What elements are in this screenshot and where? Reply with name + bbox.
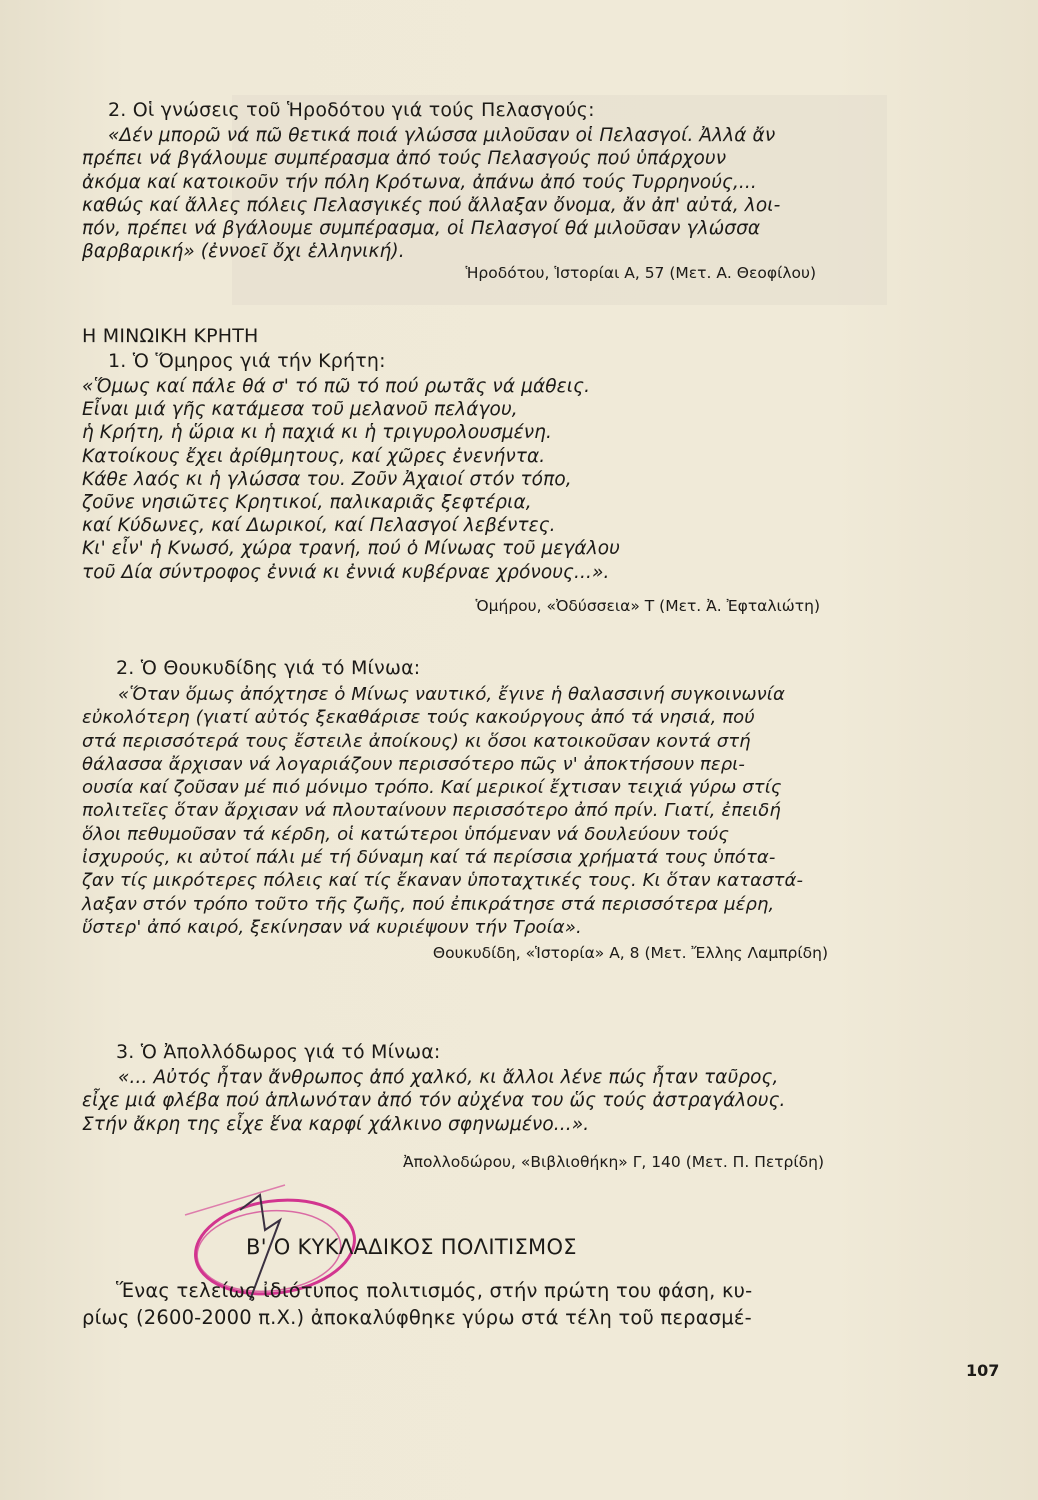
quote-line: «... Αὐτός ἦταν ἄνθρωπος ἀπό χαλκό, κι ἄλλοι λένε πώς ἦταν ταῦρος,: [118, 1067, 779, 1088]
apollodorus-attribution: Ἀπολλοδώρου, «Βιβλιοθήκη» Γ, 140 (Μετ. Π. Πετρίδη): [403, 1153, 824, 1171]
herodotus-heading: 2. Οἱ γνώσεις τοῦ Ἡροδότου γιά τούς Πελασγούς:: [108, 99, 595, 121]
quote-line: ὅλοι πεθυμοῦσαν τά κέρδη, οἱ κατώτεροι ὑπόμεναν νά δουλεύουν τούς: [82, 823, 730, 845]
quote-line: ζοῦνε νησιῶτες Κρητικοί, παλικαριᾶς ξεφτέρια,: [82, 492, 532, 514]
quote-line: «Ὅταν ὅμως ἀπόχτησε ὁ Μίνως ναυτικό, ἔγινε ἡ θαλασσινή συγκοινωνία: [118, 684, 785, 705]
quote-line: ἰσχυρούς, κι αὐτοί πάλι μέ τή δύναμη καί τά περίσσια χρήματά τους ὑπότα-: [82, 847, 776, 869]
apollodorus-quote: [82, 1066, 842, 1136]
quote-line: Εἶναι μιά γῆς κατάμεσα τοῦ μελανοῦ πελάγου,: [82, 399, 518, 421]
thucydides-heading: 2. Ὁ Θουκυδίδης γιά τό Μίνωα:: [116, 657, 421, 679]
homer-heading: 1. Ὁ Ὅμηρος γιά τήν Κρήτη:: [108, 350, 386, 372]
quote-line: βαρβαρική» (ἐννοεῖ ὄχι ἑλληνική).: [82, 241, 405, 263]
quote-line: καί Κύδωνες, καί Δωρικοί, καί Πελασγοί λεβέντες.: [82, 515, 556, 537]
quote-line: τοῦ Δία σύντροφος ἐννιά κι ἐννιά κυβέρναε χρόνους...».: [82, 561, 610, 583]
quote-line: εἶχε μιά φλέβα πού ἁπλωνόταν ἀπό τόν αὐχένα του ὥς τούς ἀστραγάλους.: [82, 1090, 786, 1112]
quote-line: ἡ Κρήτη, ἡ ὥρια κι ἡ παχιά κι ἡ τριγυρολουσμένη.: [82, 422, 552, 444]
cycladic-body: [82, 1277, 753, 1331]
quote-line: ὕστερ' ἀπό καιρό, ξεκίνησαν νά κυριέψουν τήν Τροία».: [82, 916, 582, 938]
quote-line: στά περισσότερά τους ἔστειλε ἀποίκους) κι ὅσοι κατοικοῦσαν κοντά στή: [82, 730, 751, 752]
quote-line: Κάθε λαός κι ἡ γλώσσα του. Ζοῦν Ἀχαιοί στόν τόπο,: [82, 468, 572, 490]
body-line: Ἕνας τελείως ἰδιότυπος πολιτισμός, στήν πρώτη του φάση, κυ-: [116, 1279, 753, 1302]
quote-line: πολιτεῖες ὅταν ἄρχισαν νά πλουταίνουν περισσότερο ἀπό πρίν. Γιατί, ἐπειδή: [82, 800, 781, 822]
quote-line: Κατοίκους ἔχει ἀρίθμητους, καί χῶρες ἐνενήντα.: [82, 445, 546, 467]
quote-line: ζαν τίς μικρότερες πόλεις καί τίς ἔκαναν ὑποταχτικές τους. Κι ὅταν καταστά-: [82, 870, 804, 892]
cycladic-section-title: Β' Ο ΚΥΚΛΑΔΙΚΟΣ ΠΟΛΙΤΙΣΜΟΣ: [246, 1235, 577, 1259]
homer-attribution: Ὁμήρου, «Ὀδύσσεια» Τ (Μετ. Ἀ. Ἐφταλιώτη): [475, 597, 820, 615]
apollodorus-heading: 3. Ὁ Ἀπολλόδωρος γιά τό Μίνωα:: [116, 1041, 441, 1063]
page-number: 107: [966, 1361, 1000, 1380]
quote-line: Στήν ἄκρη της εἶχε ἕνα καρφί χάλκινο σφηνωμένο...».: [82, 1113, 590, 1135]
quote-line: ουσία καί ζοῦσαν μέ πιό μόνιμο τρόπο. Καί μερικοί ἔχτισαν τειχιά γύρω στίς: [82, 777, 782, 799]
minoan-section-title: Η ΜΙΝΩΙΚΗ ΚΡΗΤΗ: [82, 325, 259, 347]
quote-line: «Ὅμως καί πάλε θά σ' τό πῶ τό πού ρωτᾶς νά μάθεις.: [82, 376, 591, 397]
quote-line: Κι' εἶν' ἡ Κνωσό, χώρα τρανή, πού ὁ Μίνωας τοῦ μεγάλου: [82, 538, 620, 560]
thucydides-quote: [82, 683, 842, 939]
quote-line: πρέπει νά βγάλουμε συμπέρασμα ἀπό τούς Πελασγούς πού ὑπάρχουν: [82, 148, 727, 170]
quote-line: θάλασσα ἄρχισαν νά λογαριάζουν περισσότερο πῶς ν' ἀποκτήσουν περι-: [82, 753, 746, 775]
quote-line: «Δέν μπορῶ νά πῶ θετικά ποιά γλώσσα μιλοῦσαν οἱ Πελασγοί. Ἀλλά ἄν: [108, 125, 776, 146]
body-line: ρίως (2600-2000 π.Χ.) ἀποκαλύφθηκε γύρω στά τέλη τοῦ περασμέ-: [82, 1306, 752, 1329]
homer-quote: [82, 375, 842, 584]
quote-line: εὐκολότερη (γιατί αὐτός ξεκαθάρισε τούς κακούργους ἀπό τά νησιά, πού: [82, 707, 755, 729]
quote-line: ἀκόμα καί κατοικοῦν τήν πόλη Κρότωνα, ἀπάνω ἀπό τούς Τυρρηνούς,...: [82, 171, 757, 193]
herodotus-attribution: Ἡροδότου, Ἱστορίαι Α, 57 (Μετ. Α. Θεοφίλου): [465, 264, 816, 282]
quote-line: πόν, πρέπει νά βγάλουμε συμπέρασμα, οἱ Πελασγοί θά μιλοῦσαν γλώσσα: [82, 218, 761, 240]
herodotus-quote: [82, 124, 842, 264]
thucydides-attribution: Θουκυδίδη, «Ἱστορία» Α, 8 (Μετ. Ἔλλης Λαμπρίδη): [432, 944, 828, 962]
quote-line: καθώς καί ἄλλες πόλεις Πελασγικές πού ἄλλαξαν ὄνομα, ἄν ἀπ' αὐτά, λοι-: [82, 194, 781, 216]
quote-line: λαξαν στόν τρόπο τοῦτο τῆς ζωῆς, πού ἐπικράτησε στά περισσότερα μέρη,: [82, 893, 775, 915]
